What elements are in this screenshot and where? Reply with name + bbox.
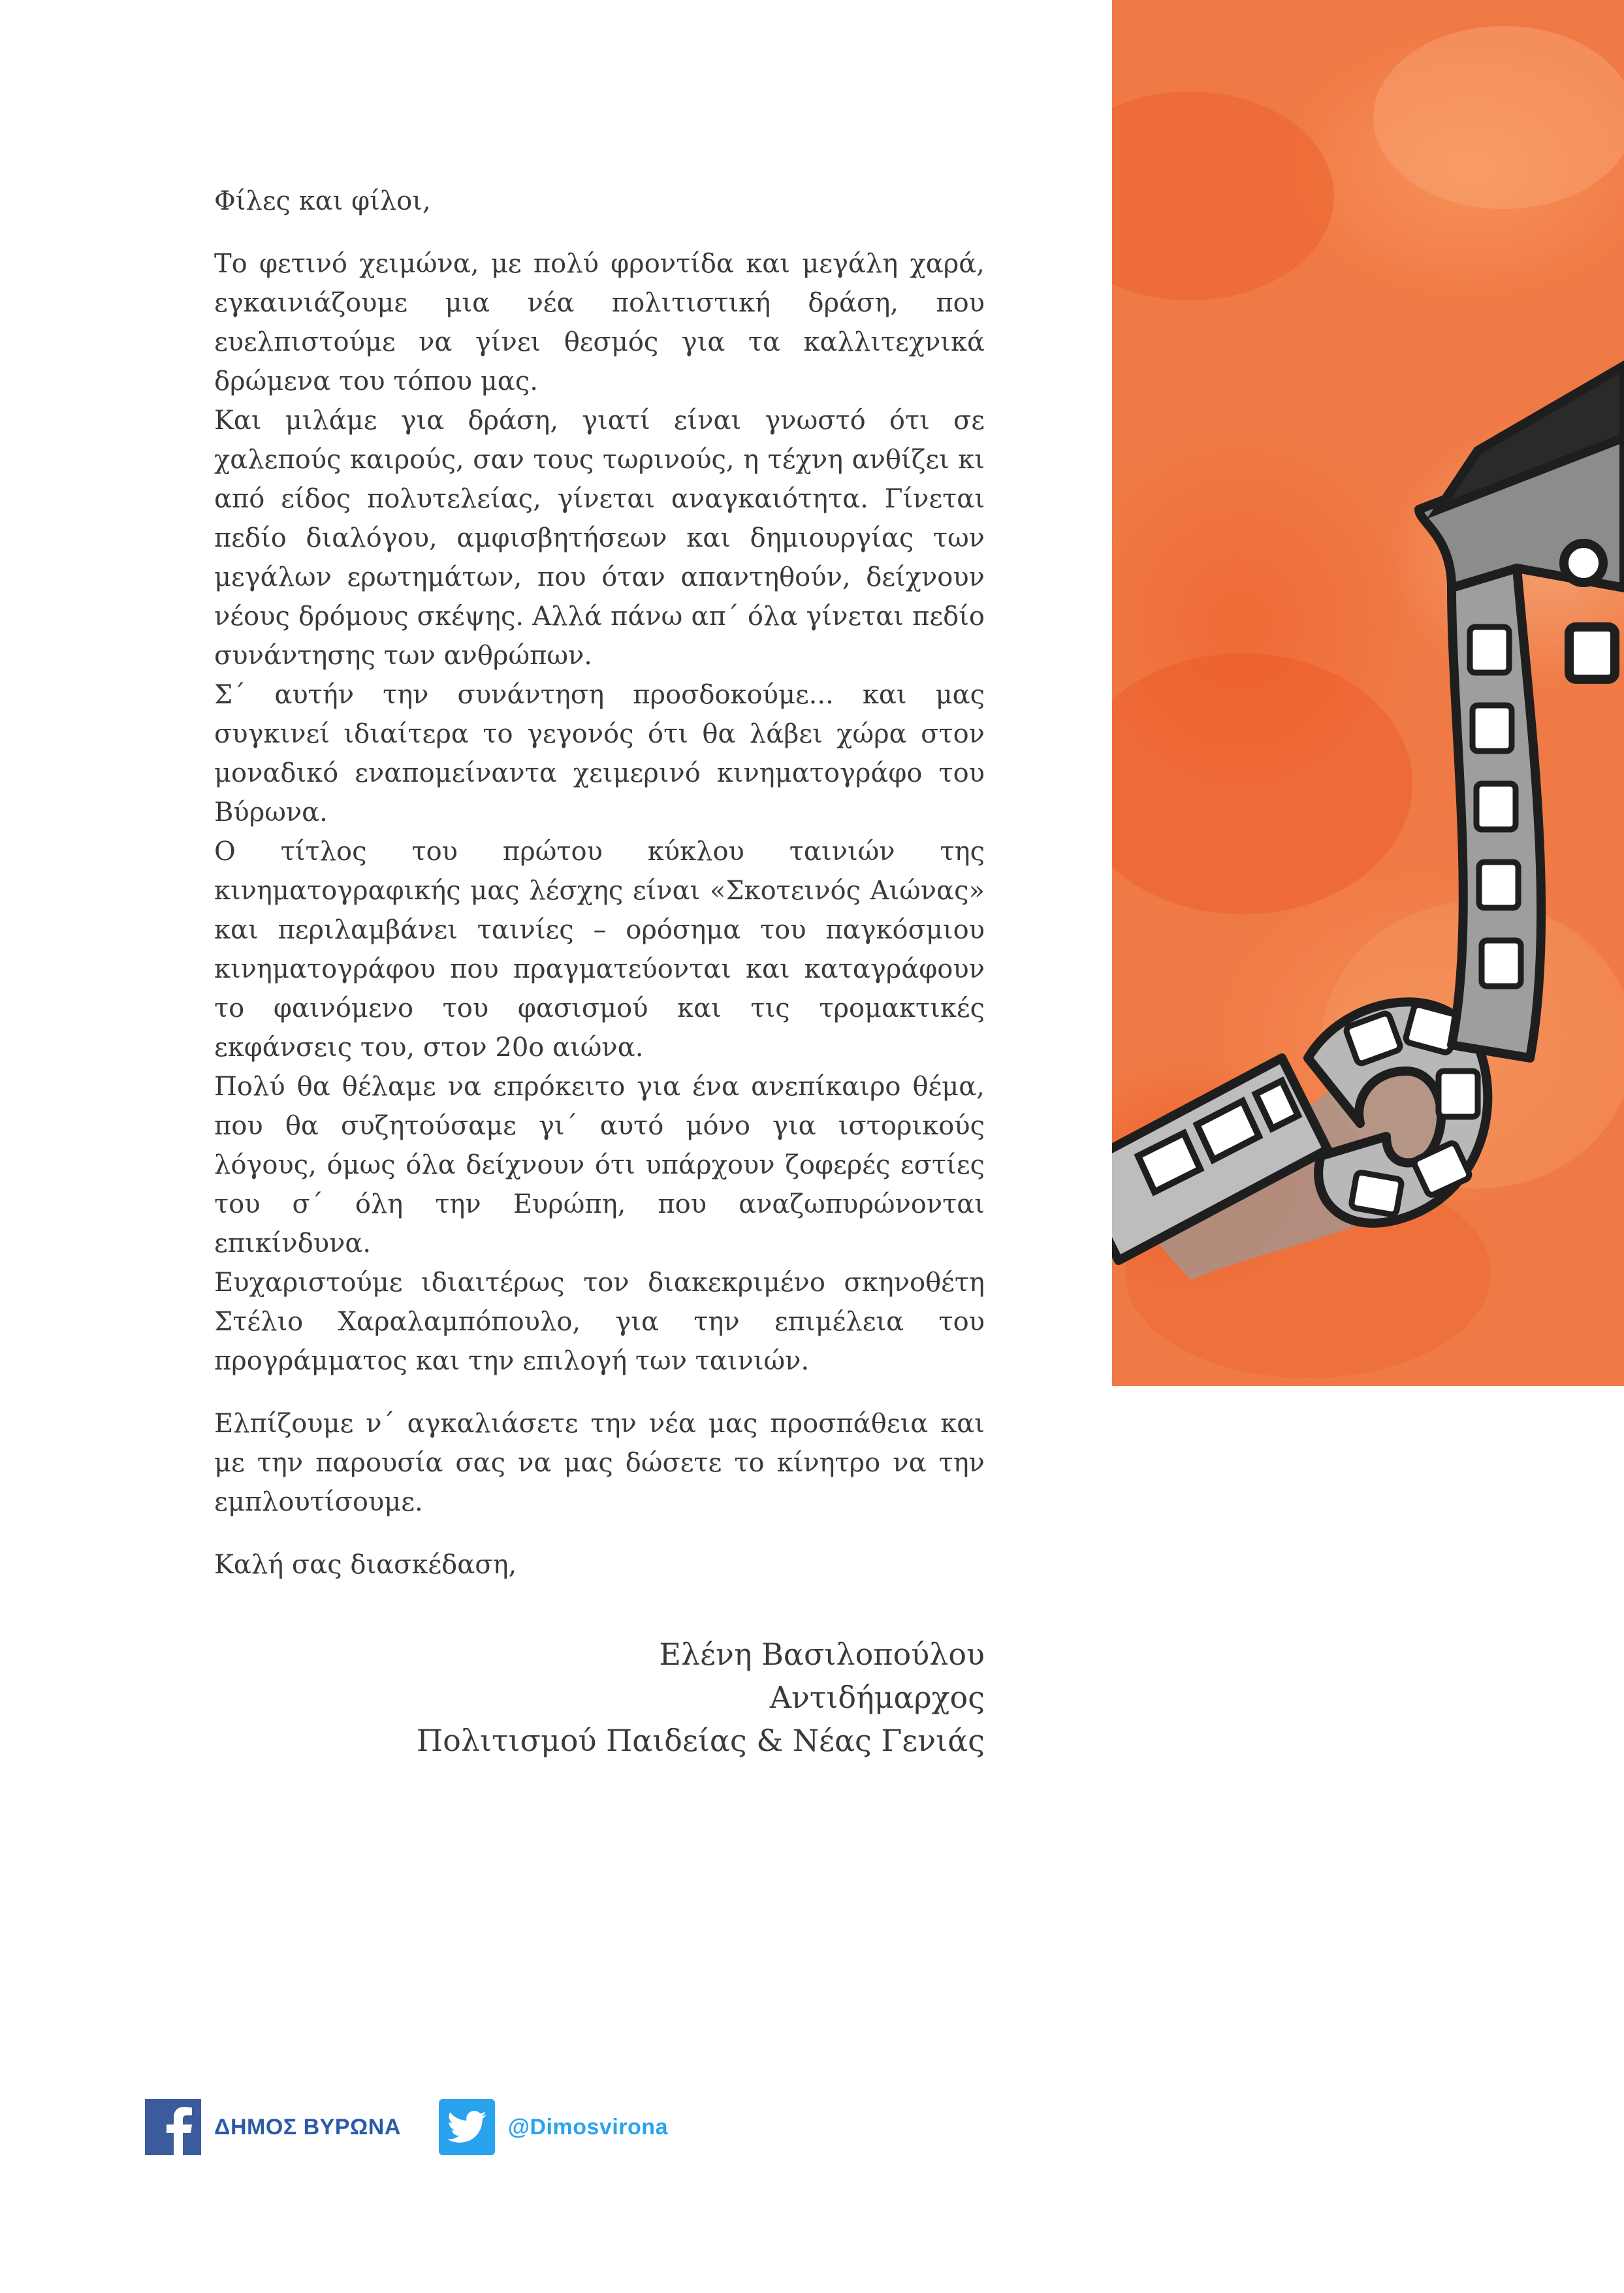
- letter-body: [214, 182, 985, 1584]
- twitter-handle[interactable]: @Dimosvirona: [507, 2114, 668, 2140]
- signature-block: [214, 1633, 985, 1762]
- facebook-label[interactable]: ΔΗΜΟΣ ΒΥΡΩΝΑ: [214, 2114, 401, 2140]
- letter-paragraph: Ευχαριστούμε ιδιαιτέρως τον διακεκριμένο σκηνοθέτη Στέλιο Χαραλαμπόπουλο, για την επιμέλεια του προγράμματος και την επιλογή των ταινιών.: [214, 1268, 985, 1376]
- letter-paragraph: Το φετινό χειμώνα, με πολύ φροντίδα και μεγάλη χαρά, εγκαινιάζουμε μια νέα πολιτιστική δράση, που ευελπιστούμε να γίνει θεσμός για τα καλλιτεχνικά δρώμενα του τόπου μας.: [214, 249, 985, 396]
- film-reel-artwork: [1112, 0, 1624, 1386]
- twitter-bird-icon[interactable]: [439, 2099, 495, 2155]
- signature-role: Αντιδήμαρχος: [769, 1680, 985, 1715]
- signature-department: Πολιτισμού Παιδείας & Νέας Γενιάς: [417, 1723, 985, 1758]
- letter-closing-paragraph: Ελπίζουμε ν΄ αγκαλιάσετε την νέα μας προσπάθεια και με την παρουσία σας να μας δώσετε το κίνητρο να την εμπλουτίσουμε.: [214, 1409, 985, 1517]
- letter-paragraph: Ο τίτλος του πρώτου κύκλου ταινιών της κινηματογραφικής μας λέσχης είναι «Σκοτεινός Αιώνας» και περιλαμβάνει ταινίες – ορόσημα του παγκόσμιου κινηματογράφου που πραγματεύονται και καταγράφουν το φαινόμενο του φασισμού και τις τρομακτικές εκφάνσεις του, στον 20ο αιώνα.: [214, 837, 985, 1063]
- twitter-link[interactable]: [439, 2099, 668, 2155]
- facebook-icon[interactable]: [145, 2099, 201, 2155]
- signature-name: Ελένη Βασιλοπούλου: [659, 1637, 985, 1672]
- facebook-link[interactable]: [145, 2099, 401, 2155]
- letter-paragraph: Πολύ θα θέλαμε να επρόκειτο για ένα ανεπίκαιρο θέμα, που θα συζητούσαμε γι΄ αυτό μόνο για ιστορικούς λόγους, όμως όλα δείχνουν ότι υπάρχουν ζοφερές εστίες του σ΄ όλη την Ευρώπη, που αναζωπυρώνονται επικίνδυνα.: [214, 1072, 985, 1259]
- letter-sign-off: Καλή σας διασκέδαση,: [214, 1550, 517, 1580]
- letter-paragraph: Και μιλάμε για δράση, γιατί είναι γνωστό ότι σε χαλεπούς καιρούς, σαν τους τωρινούς, η τέχνη ανθίζει κι από είδος πολυτελείας, γίνεται αναγκαιότητα. Γίνεται πεδίο διαλόγου, αμφισβητήσεων και δημιουργίας των μεγάλων ερωτημάτων, που όταν απαντηθούν, δείχνουν νέους δρόμους σκέψης. Αλλά πάνω απ΄ όλα γίνεται πεδίο συνάντησης των ανθρώπων.: [214, 406, 985, 671]
- letter-greeting: Φίλες και φίλοι,: [214, 186, 431, 216]
- letter-paragraph: Σ΄ αυτήν την συνάντηση προσδοκούμε... και μας συγκινεί ιδιαίτερα το γεγονός ότι θα λάβει χώρα στον μοναδικό εναπομείναντα χειμερινό κινηματογράφο του Βύρωνα.: [214, 680, 985, 827]
- social-footer: [145, 2098, 668, 2157]
- film-strip-illustration: [1112, 0, 1624, 1386]
